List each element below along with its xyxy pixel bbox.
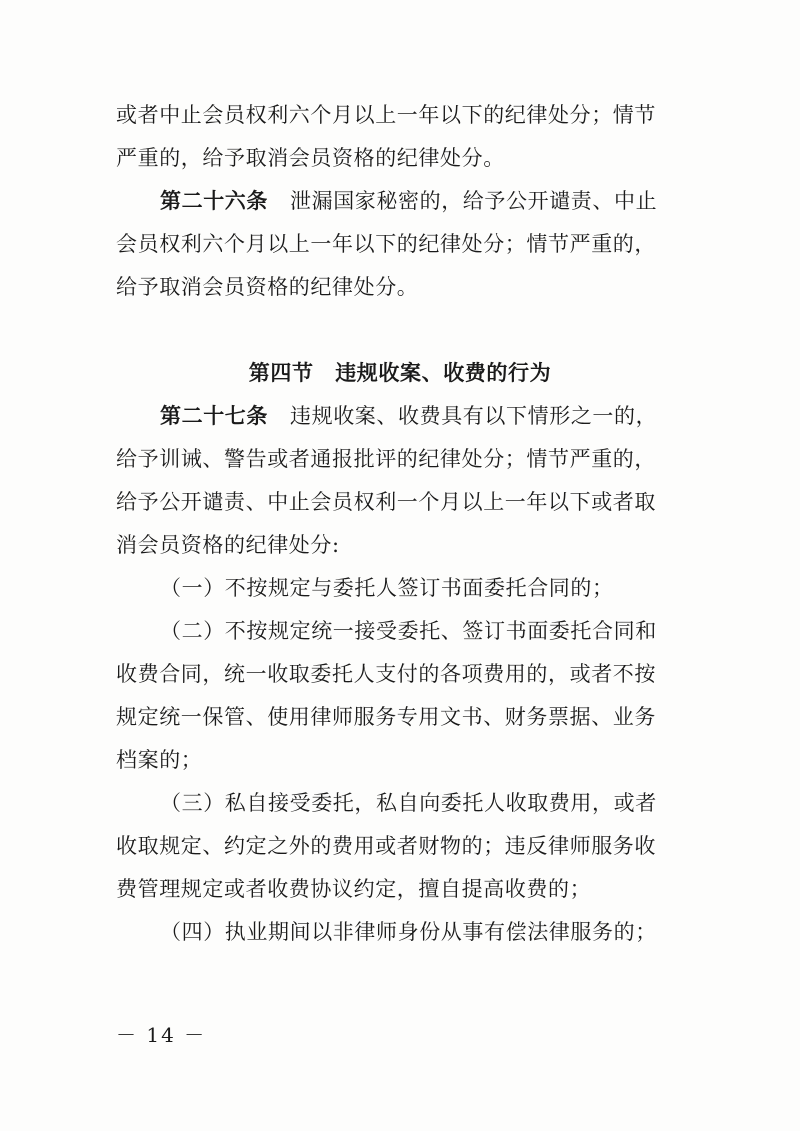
article-26-text: 泄漏国家秘密的，给予公开谴责、中止 bbox=[290, 189, 658, 213]
section-heading: 第四节 违规收案、收费的行为 bbox=[248, 360, 552, 385]
text-line: 或者中止会员权利六个月以上一年以下的纪律处分；情节 bbox=[116, 103, 656, 127]
text-line: 档案的； bbox=[116, 748, 203, 772]
text-line: 消会员资格的纪律处分: bbox=[116, 533, 340, 557]
text-line: 会员权利六个月以上一年以下的纪律处分；情节严重的， bbox=[116, 232, 656, 256]
list-item-1: （一）不按规定与委托人签订书面委托合同的； bbox=[160, 576, 614, 600]
text-line: 费管理规定或者收费协议约定，擅自提高收费的； bbox=[116, 877, 592, 901]
article-27-text: 违规收案、收费具有以下情形之一的， bbox=[290, 404, 658, 428]
list-item-2: （二）不按规定统一接受委托、签订书面委托合同和 bbox=[160, 619, 657, 643]
article-27-first-line bbox=[160, 401, 700, 431]
text-line: 规定统一保管、使用律师服务专用文书、财务票据、业务 bbox=[116, 705, 656, 729]
list-item-4: （四）执业期间以非律师身份从事有偿法律服务的； bbox=[160, 920, 657, 944]
article-26-number: 第二十六条 bbox=[160, 188, 268, 213]
text-line: 给予训诫、警告或者通报批评的纪律处分；情节严重的， bbox=[116, 447, 656, 471]
list-item-3: （三）私自接受委托，私自向委托人收取费用，或者 bbox=[160, 791, 657, 815]
text-line: 收取规定、约定之外的费用或者财物的；违反律师服务收 bbox=[116, 834, 656, 858]
article-26-first-line bbox=[160, 186, 700, 216]
text-line: 给予公开谴责、中止会员权利一个月以上一年以下或者取 bbox=[116, 490, 656, 514]
page-number: － 14 － bbox=[116, 1023, 207, 1047]
text-line: 严重的，给予取消会员资格的纪律处分。 bbox=[116, 146, 505, 170]
article-27-number: 第二十七条 bbox=[160, 403, 268, 428]
text-line: 给予取消会员资格的纪律处分。 bbox=[116, 275, 419, 299]
text-line: 收费合同，统一收取委托人支付的各项费用的，或者不按 bbox=[116, 662, 656, 686]
